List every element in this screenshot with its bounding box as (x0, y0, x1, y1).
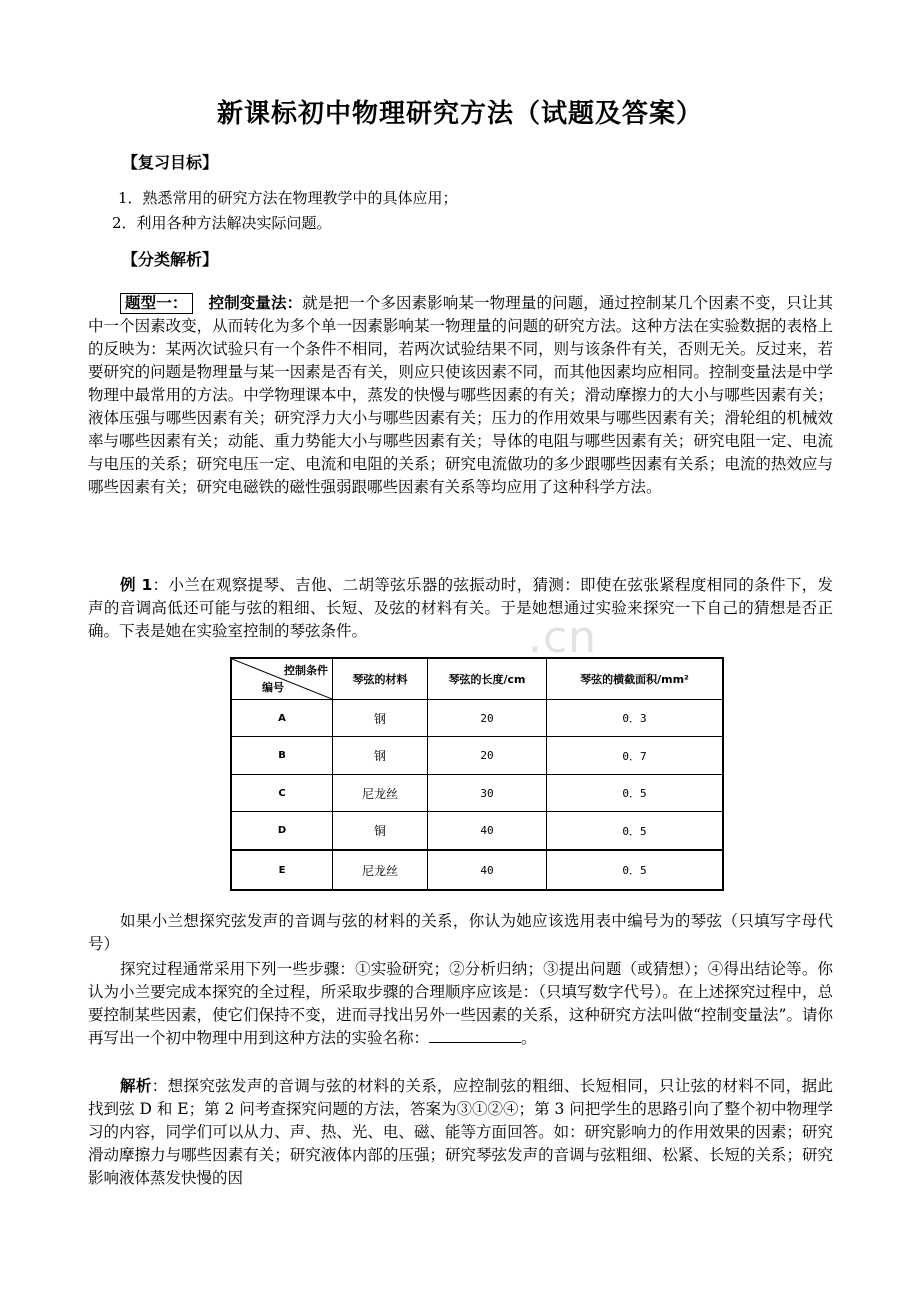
type1-text: 就是把一个多因素影响某一物理量的问题，通过控制某几个因素不变，只让其中一个因素改变，从而转化为多个单一因素影响某一物理量的问题的研究方法。这种方法在实验数据的表格上的反映为：某两次试验只有一个条件不相同，若两次试验结果不同，则与该条件有关，否则无关。反过来，若要研究的问题是物理量与某一因素是否有关，则应只使该因素不同，而其他因素均应相同。控制变量法是中学物理中最常用的方法。中学物理课本中，蒸发的快慢与哪些因素的有关；滑动摩擦力的大小与哪些因素有关；液体压强与哪些因素有关；研究浮力大小与哪些因素有关；压力的作用效果与哪些因素有关；滑轮组的机械效率与哪些因素有关；动能、重力势能大小与哪些因素有关；导体的电阻与哪些因素有关；研究电阻一定、电流与电压的关系；研究电压一定、电流和电阻的关系；研究电流做功的多少跟哪些因素有关系；电流的热效应与哪些因素有关；研究电磁铁的磁性强弱跟哪些因素有关系等均应用了这种科学方法。 (88, 294, 833, 496)
cell-id: A (231, 700, 333, 737)
cell-area: 0．5 (547, 774, 724, 811)
cell-area: 0．3 (547, 700, 724, 737)
cell-material: 铜 (333, 812, 428, 851)
analysis-paragraph (88, 1075, 833, 1190)
cell-length: 40 (428, 850, 547, 890)
question1-paragraph: 如果小兰想探究弦发声的音调与弦的材料的关系，你认为她应该选用表中编号为的琴弦（只填写字母代号） (88, 912, 833, 953)
table-corner-cell (231, 658, 333, 700)
header-length: 琴弦的长度/cm (428, 658, 547, 700)
cell-area: 0．5 (547, 812, 724, 851)
cell-material: 尼龙丝 (333, 774, 428, 811)
goal-item-2: 2．利用各种方法解决实际问题。 (112, 214, 332, 232)
cell-length: 30 (428, 774, 547, 811)
type1-label: 题型一： (120, 293, 193, 314)
question2-end: 。 (521, 1029, 537, 1047)
header-material: 琴弦的材料 (333, 658, 428, 700)
cell-id: C (231, 774, 333, 811)
page-title: 新课标初中物理研究方法（试题及答案） (216, 99, 703, 129)
table-row (231, 812, 723, 851)
answer-blank (429, 1028, 521, 1043)
cell-area: 0．5 (547, 850, 724, 890)
question2-text: 探究过程通常采用下列一些步骤：①实验研究；②分析归纳；③提出问题（或猜想）；④得出结论等。你认为小兰要完成本探究的全过程，所采取步骤的合理顺序应该是：（只填写数字代号）。在上述探究过程中，总要控制某些因素，使它们保持不变，进而寻找出另外一些因素的关系，这种研究方法叫做“控制变量法”。请你再写出一个初中物理中用到这种方法的实验名称： (88, 960, 833, 1047)
classification-heading: 【分类解析】 (122, 250, 219, 269)
cell-length: 40 (428, 812, 547, 851)
type1-method: 控制变量法： (208, 294, 303, 312)
question2-paragraph (88, 958, 833, 1050)
type1-paragraph (88, 292, 833, 499)
example1-paragraph (88, 574, 833, 643)
watermark: .cn (528, 612, 598, 663)
cell-length: 20 (428, 700, 547, 737)
cell-id: D (231, 812, 333, 851)
cell-id: B (231, 737, 333, 774)
corner-bottom-label: 编号 (262, 681, 284, 694)
cell-material: 钢 (333, 700, 428, 737)
corner-top-label: 控制条件 (284, 664, 328, 677)
table-row (231, 774, 723, 811)
analysis-label: 解析 (120, 1077, 152, 1095)
table-row (231, 737, 723, 774)
cell-length: 20 (428, 737, 547, 774)
example1-text: ：小兰在观察提琴、吉他、二胡等弦乐器的弦振动时，猜测：即使在弦张紧程度相同的条件下，发声的音调高低还可能与弦的粗细、长短、及弦的材料有关。于是她想通过实验来探究一下自己的猜想是否正确。下表是她在实验室控制的琴弦条件。 (88, 576, 833, 640)
cell-id: E (231, 850, 333, 890)
table-row (231, 850, 723, 890)
cell-material: 尼龙丝 (333, 850, 428, 890)
string-conditions-table (230, 657, 724, 891)
table-row (231, 700, 723, 737)
header-area: 琴弦的横截面积/mm² (547, 658, 724, 700)
cell-area: 0．7 (547, 737, 724, 774)
table-header-row (231, 658, 723, 700)
example1-label: 例 1 (120, 576, 153, 594)
analysis-text: ：想探究弦发声的音调与弦的材料的关系，应控制弦的粗细、长短相同，只让弦的材料不同，据此找到弦 D 和 E；第 2 问考查探究问题的方法，答案为③①②④；第 3 问把学生的思路引向了整个初中物理学习的内容，同学们可以从力、声、热、光、电、磁、能等方面回答。如：研究影响力的作用效果的因素；研究滑动摩擦力与哪些因素有关；研究液体内部的压强；研究琴弦发声的音调与弦粗细、松紧、长短的关系；研究影响液体蒸发快慢的因 (88, 1077, 833, 1187)
cell-material: 钢 (333, 737, 428, 774)
review-goals-heading: 【复习目标】 (122, 153, 219, 172)
goal-item-1: 1．熟悉常用的研究方法在物理教学中的具体应用； (118, 189, 458, 207)
